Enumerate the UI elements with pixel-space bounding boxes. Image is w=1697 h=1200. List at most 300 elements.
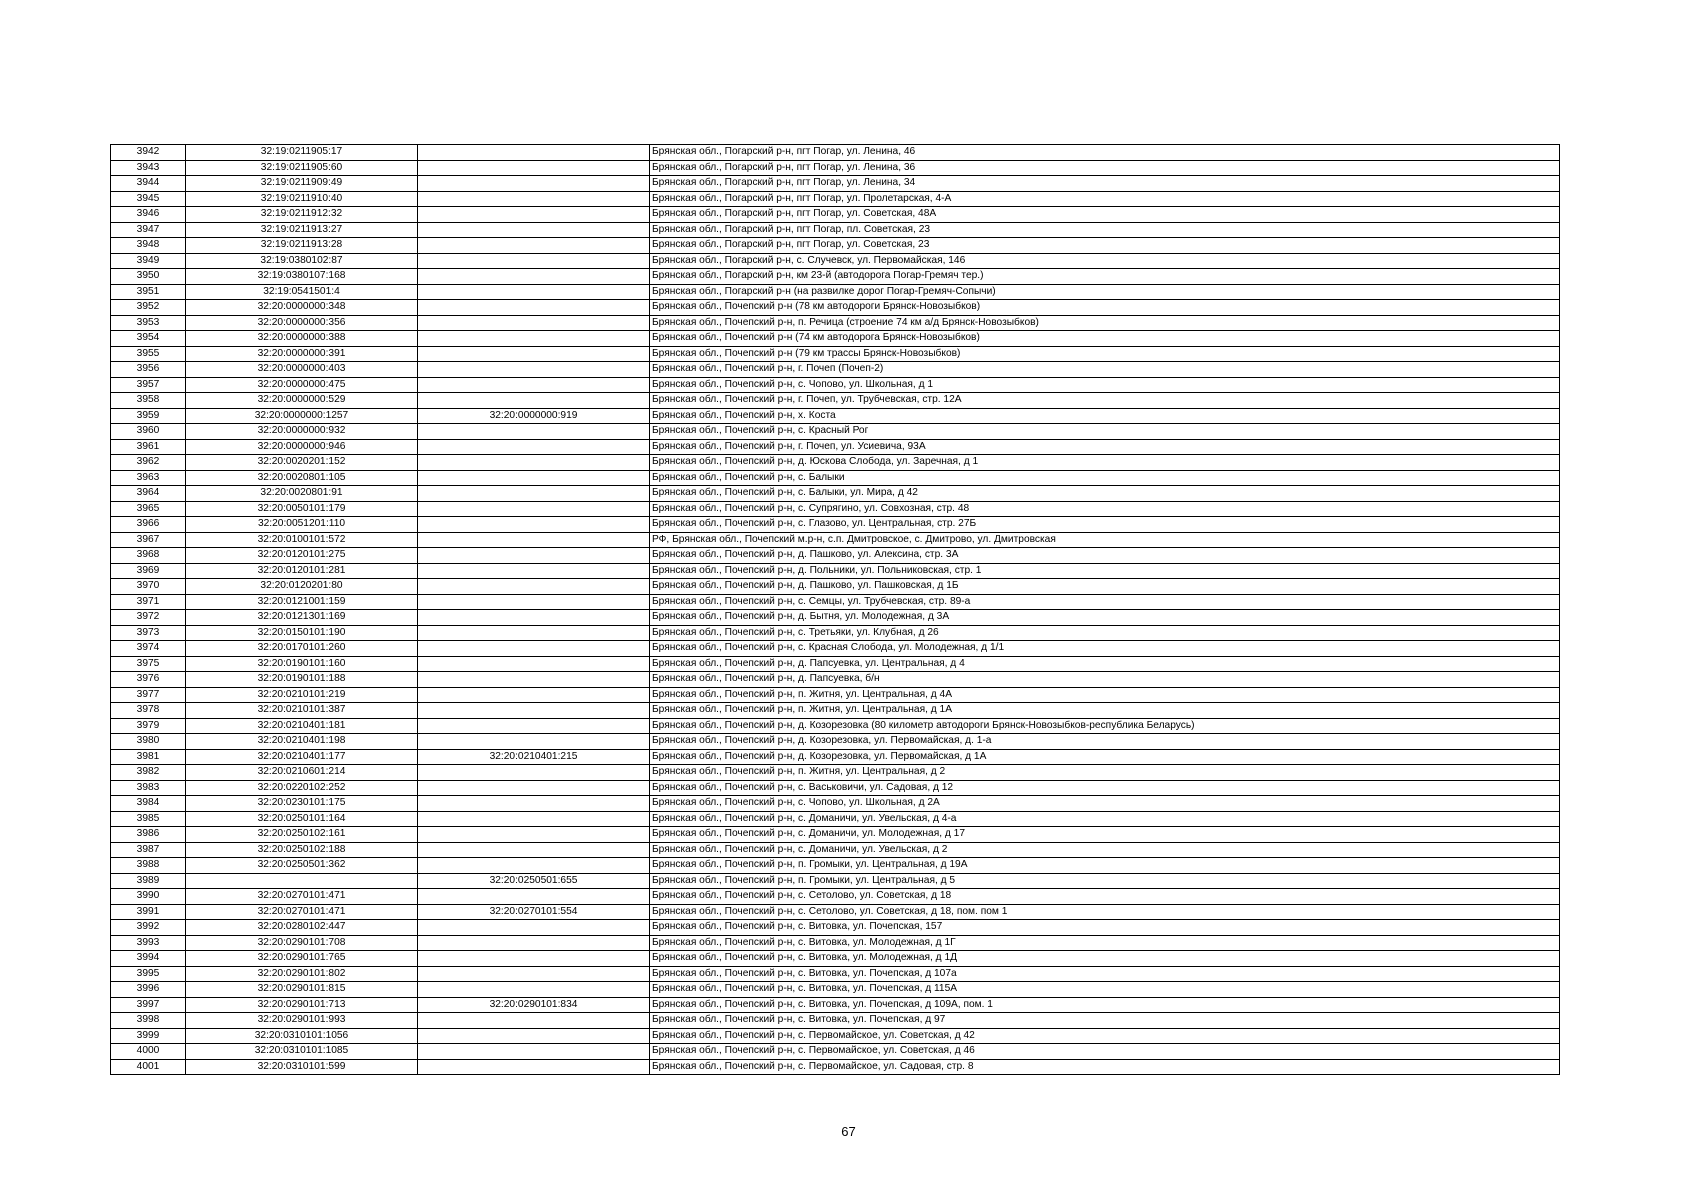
cadastral-number-cell: 32:20:0120201:80 xyxy=(186,579,418,595)
linked-cadastral-number-cell xyxy=(418,238,650,254)
linked-cadastral-number-cell xyxy=(418,858,650,874)
cadastral-number-cell: 32:20:0270101:471 xyxy=(186,889,418,905)
table-row xyxy=(111,1059,1560,1075)
cadastral-number-cell: 32:20:0150101:190 xyxy=(186,625,418,641)
linked-cadastral-number-cell xyxy=(418,424,650,440)
table-row xyxy=(111,532,1560,548)
cadastral-number-cell: 32:20:0000000:932 xyxy=(186,424,418,440)
table-row xyxy=(111,935,1560,951)
cadastral-number-cell: 32:20:0290101:708 xyxy=(186,935,418,951)
linked-cadastral-number-cell xyxy=(418,284,650,300)
row-number-cell: 3988 xyxy=(111,858,186,874)
cadastral-number-cell: 32:20:0000000:529 xyxy=(186,393,418,409)
address-cell: Брянская обл., Почепский р-н, с. Красный Рог xyxy=(650,424,1560,440)
cadastral-number-cell: 32:19:0541501:4 xyxy=(186,284,418,300)
table-row xyxy=(111,269,1560,285)
linked-cadastral-number-cell xyxy=(418,811,650,827)
address-cell: Брянская обл., Почепский р-н, п. Речица (строение 74 км а/д Брянск-Новозыбков) xyxy=(650,315,1560,331)
address-cell: Брянская обл., Почепский р-н, с. Балыки xyxy=(650,470,1560,486)
row-number-cell: 3968 xyxy=(111,548,186,564)
table-row xyxy=(111,377,1560,393)
linked-cadastral-number-cell xyxy=(418,269,650,285)
cadastral-number-cell: 32:20:0121001:159 xyxy=(186,594,418,610)
row-number-cell: 3969 xyxy=(111,563,186,579)
cadastral-number-cell: 32:19:0211910:40 xyxy=(186,191,418,207)
linked-cadastral-number-cell xyxy=(418,1028,650,1044)
cadastral-number-cell: 32:20:0000000:388 xyxy=(186,331,418,347)
table-row xyxy=(111,346,1560,362)
cadastral-number-cell: 32:19:0211913:27 xyxy=(186,222,418,238)
cadastral-number-cell: 32:20:0290101:815 xyxy=(186,982,418,998)
cadastral-number-cell: 32:20:0310101:1056 xyxy=(186,1028,418,1044)
address-cell: Брянская обл., Погарский р-н, пгт Погар, ул. Советская, 23 xyxy=(650,238,1560,254)
cadastral-number-cell xyxy=(186,873,418,889)
address-cell: РФ, Брянская обл., Почепский м.р-н, с.п. Дмитровское, с. Дмитрово, ул. Дмитровская xyxy=(650,532,1560,548)
table-row xyxy=(111,300,1560,316)
address-cell: Брянская обл., Погарский р-н, пгт Погар, ул. Ленина, 46 xyxy=(650,145,1560,161)
row-number-cell: 3975 xyxy=(111,656,186,672)
row-number-cell: 3989 xyxy=(111,873,186,889)
table-row xyxy=(111,796,1560,812)
cadastral-number-cell: 32:20:0000000:403 xyxy=(186,362,418,378)
linked-cadastral-number-cell xyxy=(418,191,650,207)
cadastral-number-cell: 32:19:0211905:60 xyxy=(186,160,418,176)
table-row xyxy=(111,858,1560,874)
linked-cadastral-number-cell xyxy=(418,362,650,378)
cadastral-number-cell: 32:20:0020801:105 xyxy=(186,470,418,486)
cadastral-number-cell: 32:20:0210401:177 xyxy=(186,749,418,765)
linked-cadastral-number-cell xyxy=(418,951,650,967)
row-number-cell: 3948 xyxy=(111,238,186,254)
cadastral-number-cell: 32:20:0120101:281 xyxy=(186,563,418,579)
address-cell: Брянская обл., Почепский р-н, с. Красная Слобода, ул. Молодежная, д 1/1 xyxy=(650,641,1560,657)
row-number-cell: 3950 xyxy=(111,269,186,285)
row-number-cell: 3945 xyxy=(111,191,186,207)
table-row xyxy=(111,222,1560,238)
cadastral-number-cell: 32:20:0120101:275 xyxy=(186,548,418,564)
address-cell: Брянская обл., Почепский р-н, с. Балыки, ул. Мира, д 42 xyxy=(650,486,1560,502)
linked-cadastral-number-cell xyxy=(418,966,650,982)
table-row xyxy=(111,641,1560,657)
table-row xyxy=(111,424,1560,440)
table-row xyxy=(111,594,1560,610)
address-cell: Брянская обл., Погарский р-н, пгт Погар, ул. Ленина, 36 xyxy=(650,160,1560,176)
linked-cadastral-number-cell: 32:20:0250501:655 xyxy=(418,873,650,889)
row-number-cell: 3944 xyxy=(111,176,186,192)
row-number-cell: 3961 xyxy=(111,439,186,455)
row-number-cell: 3990 xyxy=(111,889,186,905)
linked-cadastral-number-cell: 32:20:0000000:919 xyxy=(418,408,650,424)
table-row xyxy=(111,470,1560,486)
table-row xyxy=(111,548,1560,564)
linked-cadastral-number-cell xyxy=(418,889,650,905)
table-row xyxy=(111,579,1560,595)
address-cell: Брянская обл., Погарский р-н, с. Случевск, ул. Первомайская, 146 xyxy=(650,253,1560,269)
address-cell: Брянская обл., Почепский р-н, д. Папсуевка, ул. Центральная, д 4 xyxy=(650,656,1560,672)
cadastral-number-cell: 32:20:0190101:188 xyxy=(186,672,418,688)
table-row xyxy=(111,966,1560,982)
row-number-cell: 4000 xyxy=(111,1044,186,1060)
row-number-cell: 3965 xyxy=(111,501,186,517)
row-number-cell: 3949 xyxy=(111,253,186,269)
table-row xyxy=(111,160,1560,176)
table-row xyxy=(111,1044,1560,1060)
address-cell: Брянская обл., Почепский р-н, с. Третьяки, ул. Клубная, д 26 xyxy=(650,625,1560,641)
linked-cadastral-number-cell xyxy=(418,501,650,517)
cadastral-number-cell: 32:20:0000000:356 xyxy=(186,315,418,331)
linked-cadastral-number-cell xyxy=(418,207,650,223)
row-number-cell: 3981 xyxy=(111,749,186,765)
linked-cadastral-number-cell xyxy=(418,610,650,626)
cadastral-number-cell: 32:20:0250501:362 xyxy=(186,858,418,874)
linked-cadastral-number-cell xyxy=(418,1044,650,1060)
linked-cadastral-number-cell xyxy=(418,377,650,393)
table-row xyxy=(111,873,1560,889)
linked-cadastral-number-cell xyxy=(418,703,650,719)
table-row xyxy=(111,749,1560,765)
address-cell: Брянская обл., Почепский р-н, п. Громыки, ул. Центральная, д 5 xyxy=(650,873,1560,889)
row-number-cell: 3998 xyxy=(111,1013,186,1029)
linked-cadastral-number-cell xyxy=(418,1059,650,1075)
address-cell: Брянская обл., Почепский р-н (79 км трассы Брянск-Новозыбков) xyxy=(650,346,1560,362)
row-number-cell: 3951 xyxy=(111,284,186,300)
cadastral-number-cell: 32:20:0051201:110 xyxy=(186,517,418,533)
address-cell: Брянская обл., Почепский р-н, с. Семцы, ул. Трубчевская, стр. 89-а xyxy=(650,594,1560,610)
row-number-cell: 3952 xyxy=(111,300,186,316)
cadastral-number-cell: 32:20:0210101:219 xyxy=(186,687,418,703)
table-row xyxy=(111,610,1560,626)
address-cell: Брянская обл., Почепский р-н, с. Первомайское, ул. Советская, д 42 xyxy=(650,1028,1560,1044)
cadastral-number-cell: 32:19:0380107:168 xyxy=(186,269,418,285)
cadastral-number-cell: 32:20:0280102:447 xyxy=(186,920,418,936)
linked-cadastral-number-cell xyxy=(418,579,650,595)
address-cell: Брянская обл., Почепский р-н, п. Житня, ул. Центральная, д 2 xyxy=(650,765,1560,781)
table-row xyxy=(111,176,1560,192)
cadastral-number-cell: 32:20:0270101:471 xyxy=(186,904,418,920)
address-cell: Брянская обл., Почепский р-н, с. Доманичи, ул. Молодежная, д 17 xyxy=(650,827,1560,843)
address-cell: Брянская обл., Почепский р-н, д. Папсуевка, б/н xyxy=(650,672,1560,688)
registry-table-body xyxy=(111,145,1560,1075)
page-number: 67 xyxy=(841,1124,856,1139)
row-number-cell: 3967 xyxy=(111,532,186,548)
linked-cadastral-number-cell xyxy=(418,315,650,331)
address-cell: Брянская обл., Почепский р-н, п. Житня, ул. Центральная, д 1А xyxy=(650,703,1560,719)
cadastral-number-cell: 32:20:0310101:599 xyxy=(186,1059,418,1075)
cadastral-number-cell: 32:20:0290101:765 xyxy=(186,951,418,967)
cadastral-number-cell: 32:20:0000000:475 xyxy=(186,377,418,393)
address-cell: Брянская обл., Почепский р-н, г. Почеп (Почеп-2) xyxy=(650,362,1560,378)
linked-cadastral-number-cell xyxy=(418,718,650,734)
table-row xyxy=(111,284,1560,300)
table-row xyxy=(111,362,1560,378)
table-row xyxy=(111,145,1560,161)
cadastral-number-cell: 32:19:0211913:28 xyxy=(186,238,418,254)
linked-cadastral-number-cell xyxy=(418,982,650,998)
address-cell: Брянская обл., Почепский р-н, х. Коста xyxy=(650,408,1560,424)
linked-cadastral-number-cell xyxy=(418,641,650,657)
cadastral-number-cell: 32:20:0290101:713 xyxy=(186,997,418,1013)
linked-cadastral-number-cell xyxy=(418,920,650,936)
address-cell: Брянская обл., Почепский р-н, с. Сетолово, ул. Советская, д 18 xyxy=(650,889,1560,905)
table-row xyxy=(111,811,1560,827)
linked-cadastral-number-cell xyxy=(418,145,650,161)
address-cell: Брянская обл., Почепский р-н, с. Супрягино, ул. Совхозная, стр. 48 xyxy=(650,501,1560,517)
row-number-cell: 3959 xyxy=(111,408,186,424)
cadastral-number-cell: 32:19:0380102:87 xyxy=(186,253,418,269)
row-number-cell: 3953 xyxy=(111,315,186,331)
row-number-cell: 3971 xyxy=(111,594,186,610)
cadastral-number-cell: 32:20:0310101:1085 xyxy=(186,1044,418,1060)
row-number-cell: 3954 xyxy=(111,331,186,347)
linked-cadastral-number-cell xyxy=(418,253,650,269)
linked-cadastral-number-cell xyxy=(418,1013,650,1029)
address-cell: Брянская обл., Почепский р-н, с. Доманичи, ул. Увельская, д 4-а xyxy=(650,811,1560,827)
linked-cadastral-number-cell xyxy=(418,563,650,579)
cadastral-number-cell: 32:20:0220102:252 xyxy=(186,780,418,796)
address-cell: Брянская обл., Почепский р-н, с. Доманичи, ул. Увельская, д 2 xyxy=(650,842,1560,858)
address-cell: Брянская обл., Почепский р-н, п. Житня, ул. Центральная, д 4А xyxy=(650,687,1560,703)
table-row xyxy=(111,1028,1560,1044)
row-number-cell: 3964 xyxy=(111,486,186,502)
linked-cadastral-number-cell xyxy=(418,765,650,781)
cadastral-number-cell: 32:20:0170101:260 xyxy=(186,641,418,657)
row-number-cell: 3985 xyxy=(111,811,186,827)
table-row xyxy=(111,625,1560,641)
row-number-cell: 3958 xyxy=(111,393,186,409)
address-cell: Брянская обл., Почепский р-н, д. Бытня, ул. Молодежная, д 3А xyxy=(650,610,1560,626)
row-number-cell: 3980 xyxy=(111,734,186,750)
address-cell: Брянская обл., Почепский р-н, с. Витовка, ул. Почепская, д 107а xyxy=(650,966,1560,982)
address-cell: Брянская обл., Почепский р-н, с. Витовка, ул. Почепская, д 97 xyxy=(650,1013,1560,1029)
cadastral-number-cell: 32:20:0121301:169 xyxy=(186,610,418,626)
table-row xyxy=(111,439,1560,455)
cadastral-number-cell: 32:19:0211909:49 xyxy=(186,176,418,192)
row-number-cell: 3970 xyxy=(111,579,186,595)
table-row xyxy=(111,455,1560,471)
document-sheet xyxy=(110,144,1559,1075)
address-cell: Брянская обл., Почепский р-н (74 км автодорога Брянск-Новозыбков) xyxy=(650,331,1560,347)
linked-cadastral-number-cell xyxy=(418,548,650,564)
address-cell: Брянская обл., Почепский р-н, д. Козорезовка, ул. Первомайская, д. 1-а xyxy=(650,734,1560,750)
cadastral-number-cell: 32:20:0100101:572 xyxy=(186,532,418,548)
address-cell: Брянская обл., Почепский р-н, с. Сетолово, ул. Советская, д 18, пом. пом 1 xyxy=(650,904,1560,920)
table-row xyxy=(111,734,1560,750)
row-number-cell: 3979 xyxy=(111,718,186,734)
cadastral-number-cell: 32:20:0210101:387 xyxy=(186,703,418,719)
row-number-cell: 3962 xyxy=(111,455,186,471)
row-number-cell: 3974 xyxy=(111,641,186,657)
table-row xyxy=(111,501,1560,517)
row-number-cell: 3963 xyxy=(111,470,186,486)
cadastral-number-cell: 32:20:0290101:802 xyxy=(186,966,418,982)
table-row xyxy=(111,951,1560,967)
cadastral-number-cell: 32:20:0050101:179 xyxy=(186,501,418,517)
row-number-cell: 3982 xyxy=(111,765,186,781)
table-row xyxy=(111,827,1560,843)
address-cell: Брянская обл., Почепский р-н, с. Чопово, ул. Школьная, д 1 xyxy=(650,377,1560,393)
table-row xyxy=(111,687,1560,703)
linked-cadastral-number-cell xyxy=(418,176,650,192)
cadastral-number-cell: 32:20:0210601:214 xyxy=(186,765,418,781)
linked-cadastral-number-cell xyxy=(418,393,650,409)
table-row xyxy=(111,563,1560,579)
row-number-cell: 3956 xyxy=(111,362,186,378)
table-row xyxy=(111,997,1560,1013)
cadastral-number-cell: 32:20:0000000:1257 xyxy=(186,408,418,424)
address-cell: Брянская обл., Почепский р-н (78 км автодороги Брянск-Новозыбков) xyxy=(650,300,1560,316)
linked-cadastral-number-cell xyxy=(418,842,650,858)
table-row xyxy=(111,331,1560,347)
linked-cadastral-number-cell xyxy=(418,439,650,455)
linked-cadastral-number-cell xyxy=(418,780,650,796)
linked-cadastral-number-cell xyxy=(418,300,650,316)
table-row xyxy=(111,1013,1560,1029)
table-row xyxy=(111,393,1560,409)
linked-cadastral-number-cell xyxy=(418,346,650,362)
row-number-cell: 3999 xyxy=(111,1028,186,1044)
linked-cadastral-number-cell xyxy=(418,517,650,533)
table-row xyxy=(111,486,1560,502)
row-number-cell: 3977 xyxy=(111,687,186,703)
table-row xyxy=(111,920,1560,936)
row-number-cell: 3992 xyxy=(111,920,186,936)
address-cell: Брянская обл., Почепский р-н, с. Витовка, ул. Почепская, 157 xyxy=(650,920,1560,936)
linked-cadastral-number-cell xyxy=(418,331,650,347)
address-cell: Брянская обл., Почепский р-н, г. Почеп, ул. Усиевича, 93А xyxy=(650,439,1560,455)
row-number-cell: 3983 xyxy=(111,780,186,796)
row-number-cell: 3943 xyxy=(111,160,186,176)
linked-cadastral-number-cell: 32:20:0210401:215 xyxy=(418,749,650,765)
table-row xyxy=(111,982,1560,998)
linked-cadastral-number-cell: 32:20:0270101:554 xyxy=(418,904,650,920)
row-number-cell: 3986 xyxy=(111,827,186,843)
table-row xyxy=(111,207,1560,223)
row-number-cell: 3960 xyxy=(111,424,186,440)
address-cell: Брянская обл., Почепский р-н, с. Витовка, ул. Почепская, д 115А xyxy=(650,982,1560,998)
address-cell: Брянская обл., Погарский р-н, пгт Погар, ул. Пролетарская, 4-А xyxy=(650,191,1560,207)
linked-cadastral-number-cell xyxy=(418,160,650,176)
address-cell: Брянская обл., Почепский р-н, д. Пашково, ул. Алексина, стр. 3А xyxy=(650,548,1560,564)
table-row xyxy=(111,889,1560,905)
row-number-cell: 3984 xyxy=(111,796,186,812)
cadastral-number-cell: 32:20:0020201:152 xyxy=(186,455,418,471)
row-number-cell: 3973 xyxy=(111,625,186,641)
row-number-cell: 3993 xyxy=(111,935,186,951)
address-cell: Брянская обл., Почепский р-н, с. Витовка, ул. Молодежная, д 1Д xyxy=(650,951,1560,967)
address-cell: Брянская обл., Почепский р-н, д. Козорезовка, ул. Первомайская, д 1А xyxy=(650,749,1560,765)
address-cell: Брянская обл., Почепский р-н, д. Козорезовка (80 километр автодороги Брянск-Новозыбков-республика Беларусь) xyxy=(650,718,1560,734)
row-number-cell: 3995 xyxy=(111,966,186,982)
row-number-cell: 4001 xyxy=(111,1059,186,1075)
address-cell: Брянская обл., Погарский р-н, пгт Погар, пл. Советская, 23 xyxy=(650,222,1560,238)
cadastral-number-cell: 32:19:0211905:17 xyxy=(186,145,418,161)
cadastral-number-cell: 32:20:0190101:160 xyxy=(186,656,418,672)
address-cell: Брянская обл., Почепский р-н, д. Юскова Слобода, ул. Заречная, д 1 xyxy=(650,455,1560,471)
cadastral-number-cell: 32:20:0290101:993 xyxy=(186,1013,418,1029)
cadastral-number-cell: 32:20:0250102:161 xyxy=(186,827,418,843)
address-cell: Брянская обл., Почепский р-н, с. Витовка, ул. Молодежная, д 1Г xyxy=(650,935,1560,951)
address-cell: Брянская обл., Погарский р-н, пгт Погар, ул. Ленина, 34 xyxy=(650,176,1560,192)
address-cell: Брянская обл., Почепский р-н, п. Громыки, ул. Центральная, д 19А xyxy=(650,858,1560,874)
address-cell: Брянская обл., Почепский р-н, с. Глазово, ул. Центральная, стр. 27Б xyxy=(650,517,1560,533)
row-number-cell: 3978 xyxy=(111,703,186,719)
table-row xyxy=(111,315,1560,331)
address-cell: Брянская обл., Почепский р-н, с. Первомайское, ул. Советская, д 46 xyxy=(650,1044,1560,1060)
cadastral-number-cell: 32:20:0250101:164 xyxy=(186,811,418,827)
cadastral-number-cell: 32:20:0210401:198 xyxy=(186,734,418,750)
row-number-cell: 3991 xyxy=(111,904,186,920)
row-number-cell: 3972 xyxy=(111,610,186,626)
linked-cadastral-number-cell xyxy=(418,734,650,750)
address-cell: Брянская обл., Почепский р-н, с. Васьковичи, ул. Садовая, д 12 xyxy=(650,780,1560,796)
linked-cadastral-number-cell xyxy=(418,827,650,843)
table-row xyxy=(111,238,1560,254)
address-cell: Брянская обл., Почепский р-н, с. Витовка, ул. Почепская, д 109А, пом. 1 xyxy=(650,997,1560,1013)
table-row xyxy=(111,408,1560,424)
table-row xyxy=(111,780,1560,796)
table-row xyxy=(111,517,1560,533)
address-cell: Брянская обл., Почепский р-н, г. Почеп, ул. Трубчевская, стр. 12А xyxy=(650,393,1560,409)
address-cell: Брянская обл., Почепский р-н, д. Пашково, ул. Пашковская, д 1Б xyxy=(650,579,1560,595)
cadastral-number-cell: 32:20:0000000:348 xyxy=(186,300,418,316)
row-number-cell: 3996 xyxy=(111,982,186,998)
table-row xyxy=(111,765,1560,781)
row-number-cell: 3947 xyxy=(111,222,186,238)
address-cell: Брянская обл., Почепский р-н, с. Чопово, ул. Школьная, д 2А xyxy=(650,796,1560,812)
property-registry-table xyxy=(110,144,1560,1075)
row-number-cell: 3997 xyxy=(111,997,186,1013)
linked-cadastral-number-cell xyxy=(418,455,650,471)
table-row xyxy=(111,191,1560,207)
cadastral-number-cell: 32:19:0211912:32 xyxy=(186,207,418,223)
linked-cadastral-number-cell xyxy=(418,687,650,703)
address-cell: Брянская обл., Почепский р-н, д. Польники, ул. Польниковская, стр. 1 xyxy=(650,563,1560,579)
table-row xyxy=(111,904,1560,920)
table-row xyxy=(111,656,1560,672)
address-cell: Брянская обл., Погарский р-н (на развилке дорог Погар-Гремяч-Сопычи) xyxy=(650,284,1560,300)
linked-cadastral-number-cell xyxy=(418,625,650,641)
row-number-cell: 3987 xyxy=(111,842,186,858)
address-cell: Брянская обл., Погарский р-н, пгт Погар, ул. Советская, 48А xyxy=(650,207,1560,223)
linked-cadastral-number-cell xyxy=(418,796,650,812)
linked-cadastral-number-cell xyxy=(418,935,650,951)
linked-cadastral-number-cell xyxy=(418,594,650,610)
cadastral-number-cell: 32:20:0230101:175 xyxy=(186,796,418,812)
cadastral-number-cell: 32:20:0020801:91 xyxy=(186,486,418,502)
linked-cadastral-number-cell xyxy=(418,672,650,688)
cadastral-number-cell: 32:20:0210401:181 xyxy=(186,718,418,734)
table-row xyxy=(111,718,1560,734)
linked-cadastral-number-cell xyxy=(418,222,650,238)
address-cell: Брянская обл., Почепский р-н, с. Первомайское, ул. Садовая, стр. 8 xyxy=(650,1059,1560,1075)
row-number-cell: 3966 xyxy=(111,517,186,533)
linked-cadastral-number-cell xyxy=(418,532,650,548)
linked-cadastral-number-cell xyxy=(418,486,650,502)
table-row xyxy=(111,703,1560,719)
linked-cadastral-number-cell xyxy=(418,656,650,672)
row-number-cell: 3957 xyxy=(111,377,186,393)
table-row xyxy=(111,253,1560,269)
table-row xyxy=(111,842,1560,858)
row-number-cell: 3942 xyxy=(111,145,186,161)
linked-cadastral-number-cell: 32:20:0290101:834 xyxy=(418,997,650,1013)
row-number-cell: 3955 xyxy=(111,346,186,362)
linked-cadastral-number-cell xyxy=(418,470,650,486)
row-number-cell: 3976 xyxy=(111,672,186,688)
cadastral-number-cell: 32:20:0000000:946 xyxy=(186,439,418,455)
row-number-cell: 3946 xyxy=(111,207,186,223)
address-cell: Брянская обл., Погарский р-н, км 23-й (автодорога Погар-Гремяч тер.) xyxy=(650,269,1560,285)
